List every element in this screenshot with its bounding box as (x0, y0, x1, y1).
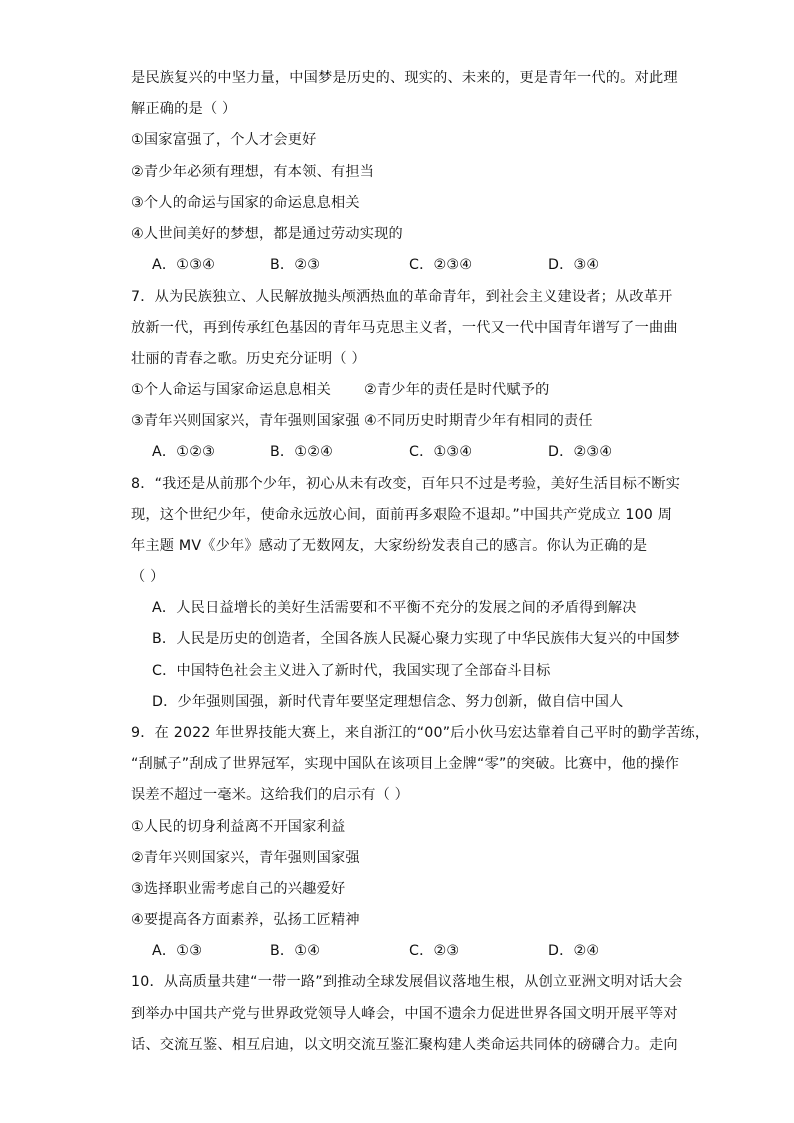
option-b[interactable]: B．人民是历史的创造者，全国各族人民凝心聚力实现了中华民族伟大复兴的中国梦 (152, 631, 680, 647)
answer-options (152, 941, 712, 961)
statement-item: ①个人命运与国家命运息息相关 (131, 382, 331, 398)
question-text-line: 到举办中国共产党与世界政党领导人峰会，中国不遗余力促进世界各国文明开展平等对 (131, 1006, 678, 1022)
statement-pair (131, 411, 691, 431)
option-d[interactable]: D．③④ (548, 257, 600, 273)
question-8-text: 8．“我还是从前那个少年，初心从未有改变，百年只不过是考验，美好生活目标不断实 (131, 476, 681, 492)
question-text-line: 放新一代，再到传承红色基因的青年马克思主义者，一代又一代中国青年谱写了一曲曲 (131, 320, 678, 336)
option-c[interactable]: C．②③ (409, 943, 460, 959)
option-a[interactable]: A．①③④ (152, 257, 216, 273)
statement-item: ①人民的切身利益离不开国家利益 (131, 819, 346, 835)
option-a[interactable]: A．①②③ (152, 444, 216, 460)
question-text-line: “刮腻子”刮成了世界冠军，实现中国队在该项目上金牌“零”的突破。比赛中，他的操作 (131, 756, 680, 772)
question-text-line: 是民族复兴的中坚力量，中国梦是历史的、现实的、未来的，更是青年一代的。对此理 (131, 70, 678, 86)
question-10-text: 10．从高质量共建“一带一路”到推动全球发展倡议落地生根，从创立亚洲文明对话大会 (131, 974, 683, 990)
question-9-text: 9．在 2022 年世界技能大赛上，来自浙江的“00”后小伙马宏达靠着自己平时的勤学苦练， (131, 725, 710, 741)
option-b[interactable]: B．①④ (270, 943, 321, 959)
option-d[interactable]: D．少年强则国强，新时代青年要坚定理想信念、努力创新，做自信中国人 (152, 694, 624, 710)
statement-item: ③个人的命运与国家的命运息息相关 (131, 195, 360, 211)
statement-item: ②青年兴则国家兴，青年强则国家强 (131, 850, 360, 866)
statement-item: ②青少年的责任是时代赋予的 (364, 382, 550, 398)
question-text-line: 壮丽的青春之歌。历史充分证明（ ） (131, 351, 366, 367)
option-b[interactable]: B．②③ (270, 257, 321, 273)
question-text-line: 年主题 MV《少年》感动了无数网友，大家纷纷发表自己的感言。你认为正确的是 (131, 538, 648, 554)
statement-item: ③选择职业需考虑自己的兴趣爱好 (131, 881, 346, 897)
statement-item: ②青少年必须有理想，有本领、有担当 (131, 164, 375, 180)
statement-item: ④人世间美好的梦想，都是通过劳动实现的 (131, 226, 403, 242)
question-text-line: 解正确的是（ ） (131, 101, 237, 117)
question-text-line: 现，这个世纪少年，使命永远放心间，面前再多艰险不退却。”中国共产党成立 100 周 (131, 507, 673, 523)
answer-options (152, 255, 712, 275)
statement-item: ④要提高各方面素养，弘扬工匠精神 (131, 912, 360, 928)
question-text-line: （ ） (131, 569, 165, 585)
option-d[interactable]: D．②③④ (548, 444, 613, 460)
answer-options (152, 442, 712, 462)
statement-item: ③青年兴则国家兴，青年强则国家强 (131, 413, 360, 429)
option-b[interactable]: B．①②④ (270, 444, 334, 460)
option-a[interactable]: A．人民日益增长的美好生活需要和不平衡不充分的发展之间的矛盾得到解决 (152, 600, 637, 616)
statement-item: ①国家富强了，个人才会更好 (131, 132, 317, 148)
question-text-line: 误差不超过一毫米。这给我们的启示有（ ） (131, 787, 410, 803)
question-text-line: 话、交流互鉴、相互启迪，以文明交流互鉴汇聚构建人类命运共同体的磅礴合力。走向 (131, 1037, 678, 1053)
question-7-text: 7．从为民族独立、人民解放抛头颅洒热血的革命青年，到社会主义建设者；从改革开 (131, 289, 673, 305)
option-c[interactable]: C．②③④ (409, 257, 473, 273)
option-d[interactable]: D．②④ (548, 943, 600, 959)
statement-item: ④不同历史时期青少年有相同的责任 (364, 413, 593, 429)
option-c[interactable]: C．中国特色社会主义进入了新时代，我国实现了全部奋斗目标 (152, 663, 551, 679)
option-a[interactable]: A．①③ (152, 943, 203, 959)
option-c[interactable]: C．①③④ (409, 444, 473, 460)
statement-pair (131, 380, 691, 400)
